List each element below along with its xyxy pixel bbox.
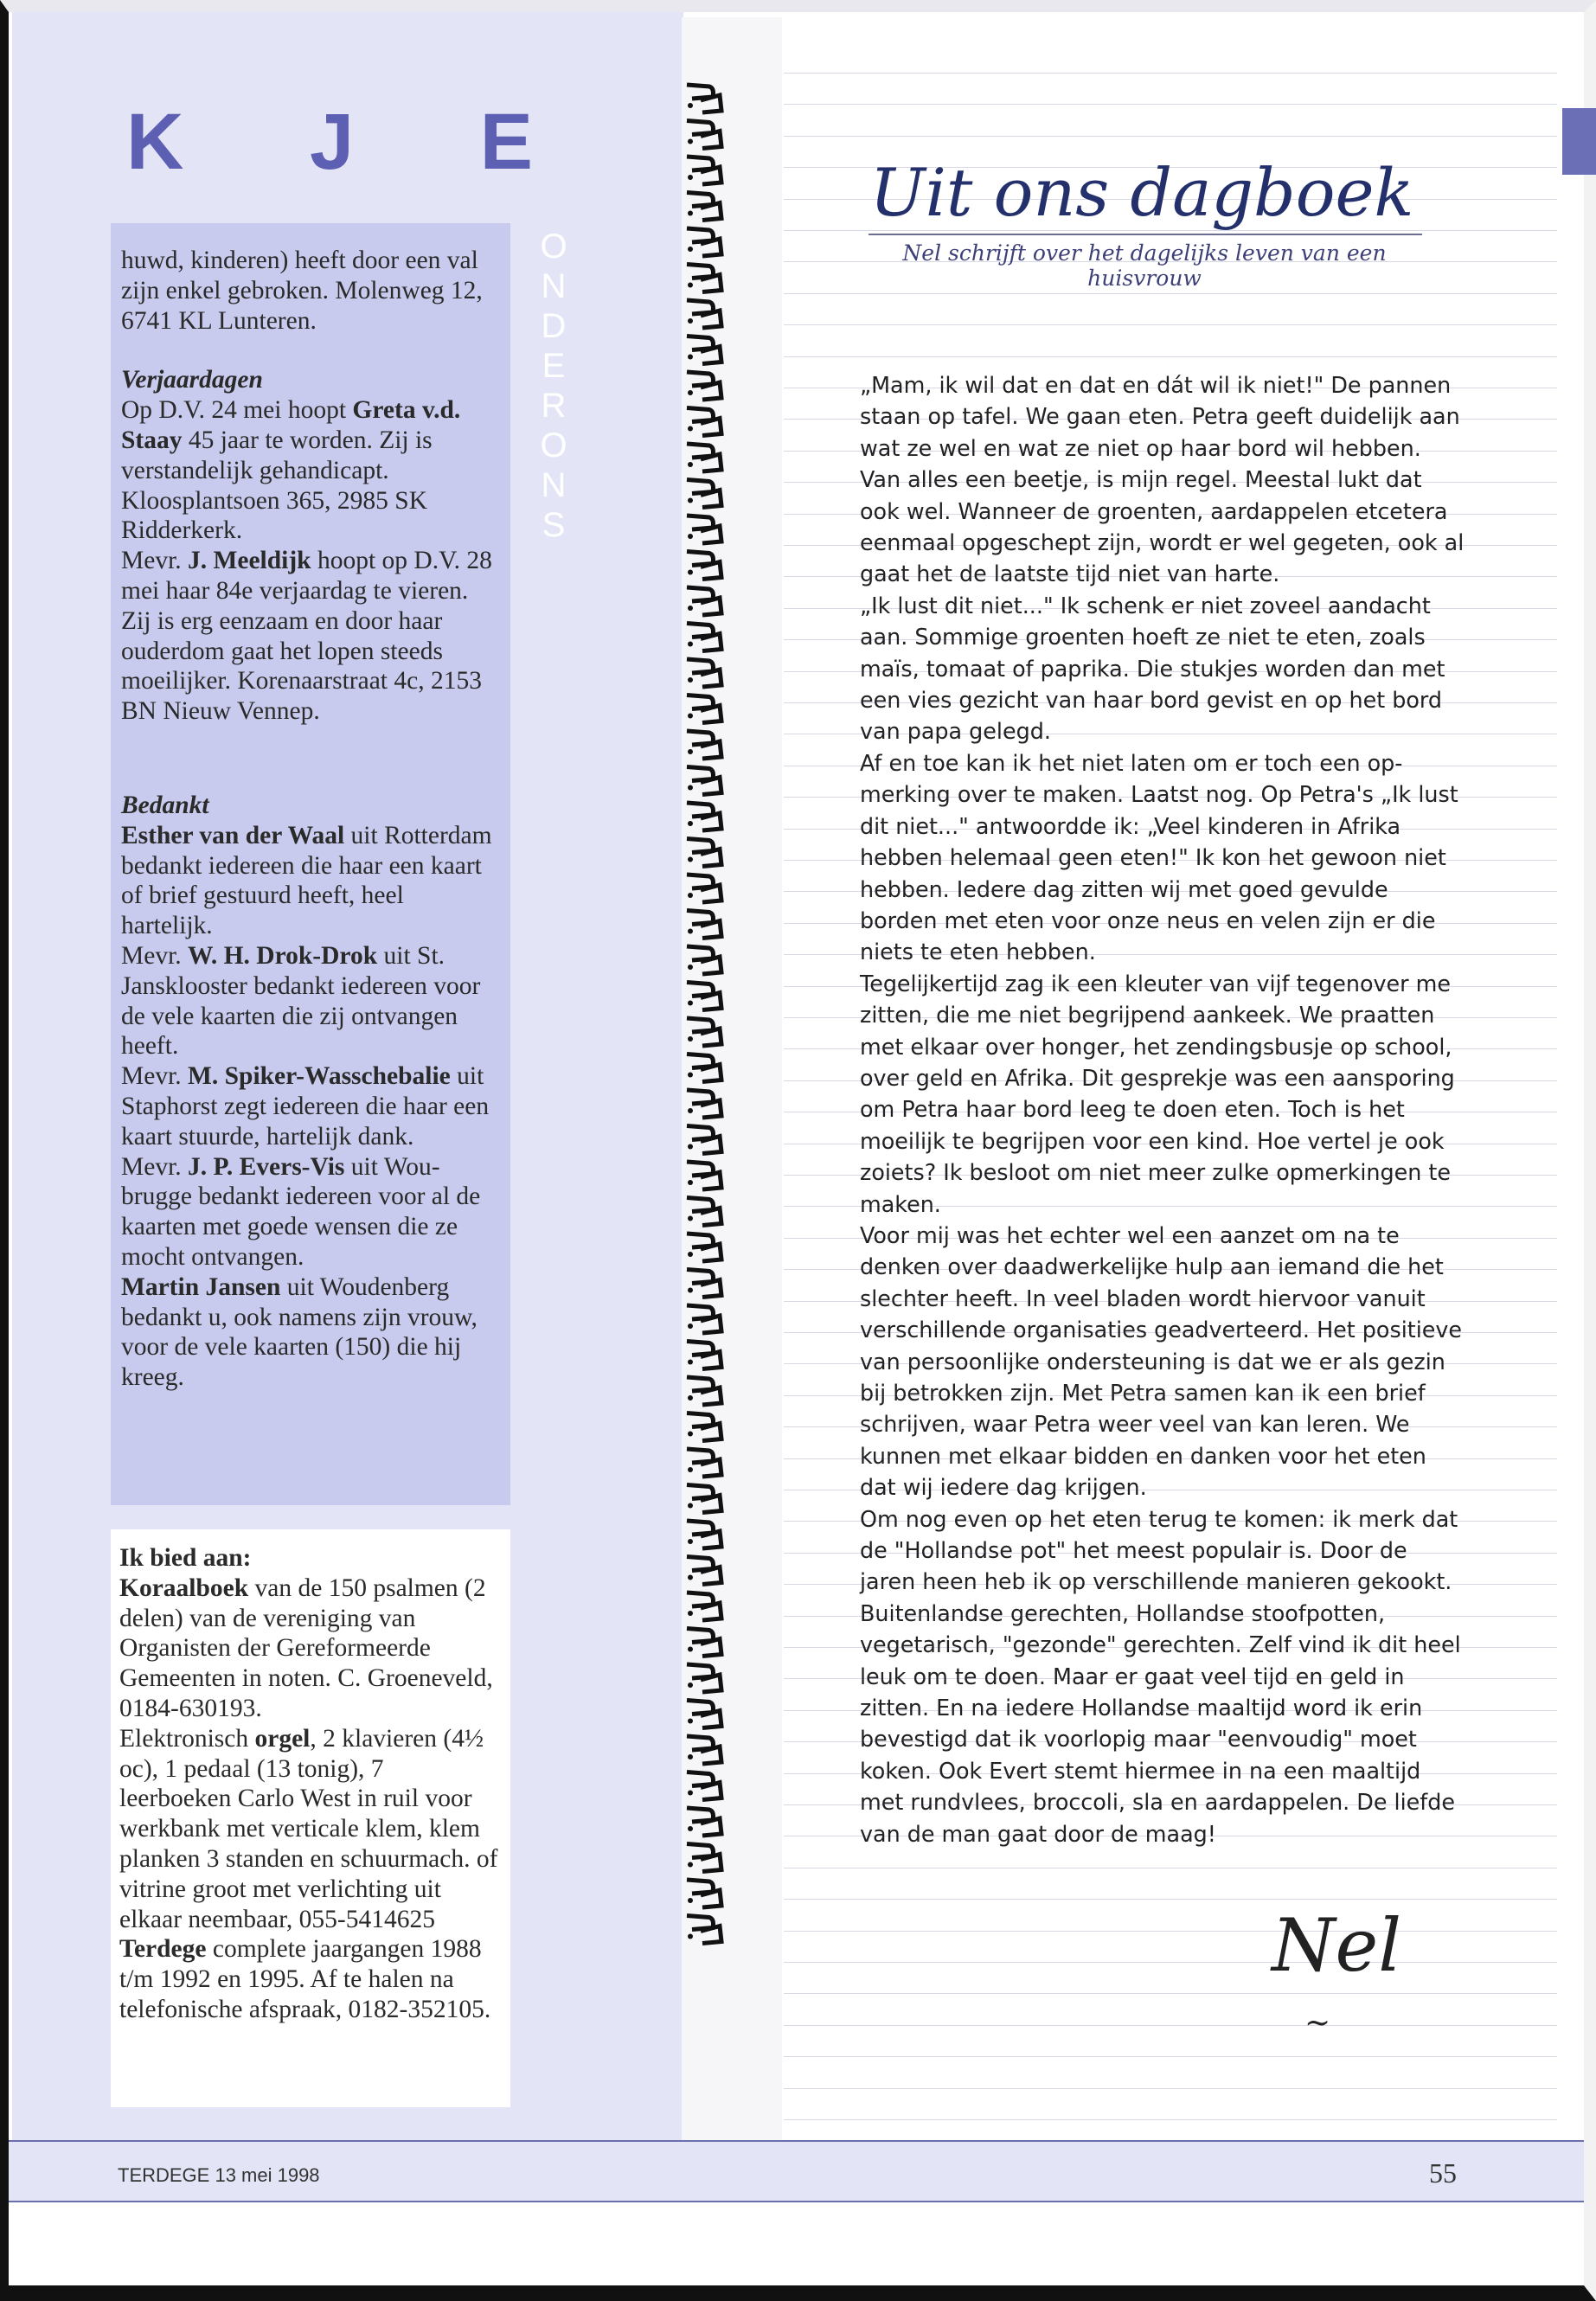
spiral-ring <box>687 480 721 508</box>
spiral-ring <box>687 839 721 867</box>
spiral-ring <box>687 695 721 723</box>
diary-paragraph: Om nog even op het eten terug te komen: ik merk dat de "Hollandse pot" het meest populair is. Door de jaren heen heb ik op verschillende manieren gekookt. Buitenlandse gerechten, Hollandse stoofpotten, vegetarisch, "gezonde" gerechten. Zelf vind ik dit heel leuk om te doen. Maar er gaat veel tijd en geld in zitten. En na iedere Hollandse maaltijd word ik erin bevestigd dat ik voorlopig maar "eenvoudig" moet koken. Ook Evert stemt hiermee in na een maaltijd met rundvlees, broccoli, sla en aardappelen. De liefde van de man gaat door de maag! <box>860 1505 1461 1847</box>
spiral-hole <box>688 1647 693 1652</box>
birthdays-heading: Verjaardagen <box>121 366 263 394</box>
spiral-hole <box>688 677 693 683</box>
spiral-hole <box>688 1826 693 1831</box>
diary-paragraph: „Ik lust dit niet..." Ik schenk er niet zoveel aandacht aan. Sommige groenten hoeft ze niet te eten, zoals maïs, tomaat of paprika. Die stukjes worden dan met een vies gezicht van haar bord gevist en op het bord van papa gelegd. <box>860 592 1445 745</box>
diary-body <box>860 369 1465 1849</box>
spiral-hole <box>688 714 693 719</box>
spiral-ring <box>687 1234 721 1261</box>
spiral-hole <box>688 175 693 180</box>
footer-rule-bottom <box>9 2201 1584 2202</box>
spiral-hole <box>688 1575 693 1580</box>
spiral-ring <box>687 1844 721 1872</box>
spiral-ring <box>687 767 721 795</box>
spiral-ring <box>687 1018 721 1046</box>
birthday-entry: Op D.V. 24 mei hoopt Greta v.d. Staay 45 jaar te worden. Zij is verstandelijk gehandicapt. Kloosplantsoen 365, 2985 SK Ridderkerk. <box>121 396 461 545</box>
spiral-hole <box>688 1144 693 1150</box>
spiral-ring <box>687 1054 721 1082</box>
spiral-ring <box>687 1162 721 1189</box>
spiral-ring <box>687 659 721 687</box>
ruling-line <box>784 1962 1557 1963</box>
spiral-binding <box>683 80 753 1983</box>
spiral-hole <box>688 462 693 467</box>
intro-paragraph: huwd, kinderen) heeft door een val zijn enkel gebroken. Molenweg 12, 6741 KL Lunteren. <box>121 247 483 335</box>
spiral-ring <box>687 336 721 364</box>
spiral-hole <box>688 355 693 360</box>
spiral-hole <box>688 1467 693 1472</box>
spiral-hole <box>688 1611 693 1616</box>
spiral-ring <box>687 228 721 256</box>
signature: Nel <box>1272 1903 1402 1988</box>
spiral-ring <box>687 444 721 471</box>
spiral-ring <box>687 408 721 436</box>
spiral-hole <box>688 1862 693 1868</box>
footer-rule-top <box>9 2140 1584 2142</box>
spiral-ring <box>687 85 721 112</box>
ruling-line <box>784 2056 1557 2057</box>
spiral-ring <box>687 372 721 400</box>
spiral-ring <box>687 1305 721 1333</box>
heading-letter: J <box>309 98 355 186</box>
section-heading-letters <box>126 97 533 188</box>
signature-flourish: ~ <box>1304 2005 1331 2041</box>
spiral-ring <box>687 1449 721 1477</box>
spiral-ring <box>687 1916 721 1944</box>
spiral-hole <box>688 534 693 539</box>
spiral-hole <box>688 1682 693 1688</box>
spiral-hole <box>688 1934 693 1939</box>
ruling-line <box>784 2088 1557 2089</box>
spiral-hole <box>688 1252 693 1257</box>
spiral-hole <box>688 1180 693 1185</box>
spiral-ring <box>687 157 721 184</box>
spiral-ring <box>687 1090 721 1118</box>
spiral-ring <box>687 803 721 830</box>
spiral-ring <box>687 946 721 974</box>
spiral-hole <box>688 1432 693 1437</box>
ruling-line <box>784 1931 1557 1932</box>
spiral-ring <box>687 1629 721 1657</box>
left-column-text <box>121 246 495 1393</box>
spiral-hole <box>688 857 693 862</box>
spiral-ring <box>687 1198 721 1226</box>
spiral-hole <box>688 965 693 970</box>
spiral-ring <box>687 624 721 651</box>
spiral-ring <box>687 1808 721 1836</box>
spiral-ring <box>687 1270 721 1298</box>
spiral-hole <box>688 1503 693 1509</box>
spiral-ring <box>687 193 721 221</box>
spiral-hole <box>688 642 693 647</box>
ruling-line <box>784 2119 1557 2120</box>
spiral-ring <box>687 875 721 902</box>
offer-heading: Ik bied aan: <box>119 1544 252 1572</box>
thanks-entry: Mevr. M. Spiker-Wasschebalie uit Staphorst zegt iedereen die haar een kaart stuurde, hartelijk dank. <box>121 1062 490 1150</box>
spiral-hole <box>688 1360 693 1365</box>
spiral-hole <box>688 749 693 754</box>
spiral-ring <box>687 516 721 543</box>
spiral-hole <box>688 103 693 108</box>
vertical-label-letter: N <box>541 267 567 305</box>
spiral-ring <box>687 1521 721 1548</box>
ruling-line <box>784 2025 1557 2026</box>
spiral-hole <box>688 821 693 826</box>
spiral-hole <box>688 1791 693 1796</box>
spiral-hole <box>688 498 693 503</box>
spiral-ring <box>687 911 721 939</box>
spiral-hole <box>688 1324 693 1329</box>
vertical-label-letter: R <box>541 387 567 425</box>
spiral-hole <box>688 318 693 324</box>
page-tab-marker <box>1562 108 1596 175</box>
vertical-label-letter: N <box>541 466 567 504</box>
page-number: 55 <box>1429 2157 1457 2189</box>
spiral-ring <box>687 265 721 292</box>
spiral-ring <box>687 1772 721 1800</box>
vertical-label-letter: O <box>540 426 567 465</box>
thanks-entry: Mevr. J. P. Evers-Vis uit Woubrugge bedankt iedereen voor al de kaarten met goede wensen die ze mocht ontvangen. <box>121 1152 481 1271</box>
spiral-hole <box>688 139 693 144</box>
spiral-hole <box>688 929 693 934</box>
diary-paragraph: Voor mij was het echter wel een aanzet om na te denken over daadwerkelijke hulp aan iemand die het slechter heeft. In veel bladen wordt hiervoor vanuit verschillende organisaties geadverteerd. Het positieve van persoonlijke ondersteuning is dat we er als gezin bij betrokken zijn. Met Petra samen kan ik een brief schrijven, waar Petra weer veel van kan leren. We kunnen met elkaar bidden en danken voor het eten dat wij iedere dag krijgen. <box>860 1221 1463 1501</box>
spiral-ring <box>687 1377 721 1405</box>
spiral-ring <box>687 1736 721 1764</box>
spiral-ring <box>687 1485 721 1513</box>
offer-entry: Elektronisch orgel, 2 klavieren (4½ oc), 1 pedaal (13 tonig), 7 leerboeken Carlo West in ruil voor werkbank met verticale klem, klem planken 3 standen en schuurmach. of vitrine groot met verlichting uit elkaar neembaar, 055-5414625 <box>119 1724 498 1933</box>
spiral-hole <box>688 1216 693 1221</box>
ruling-line <box>784 293 1557 294</box>
spiral-ring <box>687 1593 721 1620</box>
spiral-ring <box>687 983 721 1010</box>
vertical-section-label <box>529 227 578 545</box>
birthday-entry: Mevr. J. Meeldijk hoopt op D.V. 28 mei haar 84e verjaardag te vieren. Zij is erg eenzaam en door haar ouderdom gaat het lopen steeds moeilijker. Korenaarstraat 4c, 2153 BN Nieuw Vennep. <box>121 547 492 726</box>
offer-text <box>119 1543 500 2025</box>
spiral-ring <box>687 1664 721 1692</box>
vertical-label-letter: D <box>541 307 567 345</box>
heading-letter: K <box>126 98 184 186</box>
spiral-ring <box>687 552 721 580</box>
vertical-label-letter: S <box>542 506 566 544</box>
spiral-ring <box>687 587 721 615</box>
spiral-hole <box>688 785 693 791</box>
spiral-hole <box>688 570 693 575</box>
spiral-hole <box>688 1001 693 1006</box>
spiral-hole <box>688 1754 693 1759</box>
spiral-ring <box>687 300 721 328</box>
diary-paragraph: Tegelijkertijd zag ik een kleuter van vijf tegenover me zitten, die me niet begrijpend aankeek. We praatten met elkaar over honger, het zendingsbusje op school, over geld en Afrika. Dit gesprekje was een aansporing om Petra haar bord leeg te doen eten. Toch is het moeilijk te begrijpen voor een kind. Hoe vertel je ook zoiets? Ik besloot om niet meer zulke opmerkingen te maken. <box>860 970 1455 1217</box>
spiral-hole <box>688 283 693 288</box>
ruling-line <box>784 1899 1557 1900</box>
spiral-ring <box>687 731 721 759</box>
spiral-ring <box>687 1880 721 1907</box>
spiral-hole <box>688 1036 693 1042</box>
title-underline <box>869 234 1422 235</box>
spiral-ring <box>687 1342 721 1369</box>
spiral-hole <box>688 893 693 898</box>
vertical-label-letter: E <box>542 347 566 385</box>
diary-paragraph: Af en toe kan ik het niet laten om er toch een opmerking over te maken. Laatst nog. Op Petra's „Ik lust dit niet..." antwoordde ik: „Veel kinderen in Afrika hebben helemaal geen eten!" Ik kon het gewoon niet hebben. Iedere dag zitten wij met goed gevulde borden met eten voor onze neus en velen zijn er die niets te eten hebben. <box>860 749 1458 965</box>
spiral-hole <box>688 1108 693 1113</box>
offer-entry: Terdege complete jaargangen 1988 t/m 1992 en 1995. Af te halen na telefonische afspraak, 0182-352105. <box>119 1935 491 2023</box>
footer-issue: TERDEGE 13 mei 1998 <box>118 2164 320 2186</box>
ruling-line <box>784 356 1557 357</box>
heading-letter: E <box>479 98 533 186</box>
spiral-hole <box>688 426 693 432</box>
spiral-ring <box>687 1701 721 1728</box>
spiral-ring <box>687 121 721 149</box>
spiral-hole <box>688 1395 693 1400</box>
spiral-hole <box>688 1288 693 1293</box>
spiral-hole <box>688 390 693 395</box>
spiral-ring <box>687 1557 721 1585</box>
ruling-line <box>784 324 1557 325</box>
spiral-hole <box>688 606 693 611</box>
spiral-hole <box>688 1898 693 1903</box>
spiral-hole <box>688 211 693 216</box>
spiral-hole <box>688 1539 693 1544</box>
ruling-line <box>784 1993 1557 1994</box>
spiral-hole <box>688 247 693 252</box>
offer-entry: Koraalboek van de 150 psalmen (2 delen) van de vereniging van Organisten der Gereformeerde Gemeenten in noten. C. Groeneveld, 0184-630193. <box>119 1574 493 1722</box>
thanks-entry: Martin Jansen uit Woudenberg bedankt u, ook namens zijn vrouw, voor de vele kaarten (150) die hij kreeg. <box>121 1272 478 1392</box>
spiral-hole <box>688 1073 693 1078</box>
ruling-line <box>784 104 1557 105</box>
thanks-entry: Esther van der Waal uit Rotterdam bedankt iedereen die haar een kaart of brief gestuurd heeft, heel hartelijk. <box>121 821 492 940</box>
diary-title: Uit ons dagboek <box>869 154 1414 231</box>
spiral-ring <box>687 1126 721 1154</box>
ruling-line <box>784 136 1557 137</box>
ruling-line <box>784 73 1557 74</box>
thanks-entry: Mevr. W. H. Drok-Drok uit St. Jansklooster bedankt iedereen voor de vele kaarten die zij ontvangen heeft. <box>121 941 481 1061</box>
vertical-label-letter: O <box>540 228 567 266</box>
thanks-heading: Bedankt <box>121 791 209 819</box>
spiral-ring <box>687 1413 721 1441</box>
diary-paragraph: „Mam, ik wil dat en dat en dát wil ik niet!" De pannen staan op tafel. We gaan eten. Petra geeft duidelijk aan wat ze wel en wat ze niet op haar bord wil hebben. Van alles een beetje, is mijn regel. Meestal lukt dat ook wel. Wanneer de groenten, aardappelen etcetera eenmaal opgeschept zijn, wordt er wel gegeten, ook al gaat het de laatste tijd niet van harte. <box>860 372 1465 587</box>
spiral-hole <box>688 1719 693 1724</box>
diary-subtitle: Nel schrijft over het dagelijks leven van een huisvrouw <box>902 240 1387 291</box>
